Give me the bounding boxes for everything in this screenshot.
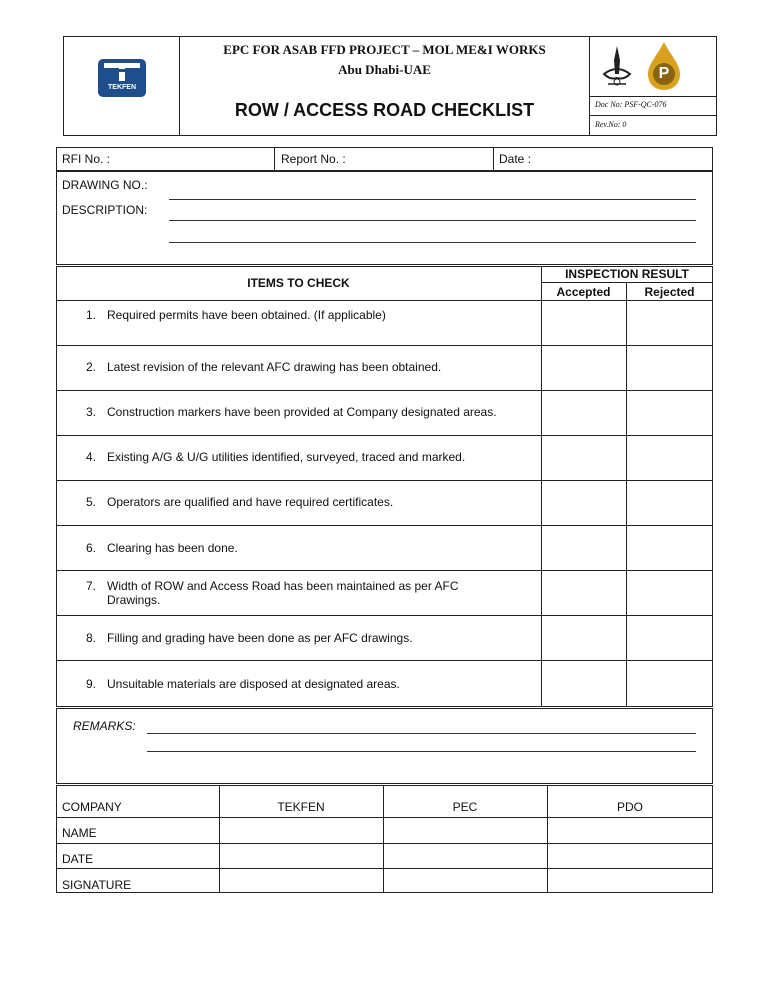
company-label: COMPANY — [62, 800, 122, 814]
falcon-emblem-icon — [600, 44, 634, 92]
header-divider-right — [589, 36, 590, 136]
tekfen-logo-text: TEKFEN — [108, 84, 136, 91]
info-row — [56, 147, 713, 171]
pdo-logo — [645, 40, 683, 92]
row-divider — [56, 615, 713, 616]
row-divider — [56, 525, 713, 526]
company-pec: PEC — [452, 800, 478, 814]
signoff-row-divider — [56, 868, 713, 869]
rfi-label: RFI No. : — [62, 152, 111, 166]
checklist-col-divider-2 — [626, 283, 627, 707]
doc-divider-2 — [589, 115, 717, 116]
item-number: 8. — [85, 631, 96, 645]
info-divider-1 — [274, 147, 275, 171]
row-divider — [56, 660, 713, 661]
row-divider — [56, 390, 713, 391]
date-row-label: DATE — [62, 852, 94, 866]
row-divider — [56, 345, 713, 346]
description-line-1 — [169, 220, 696, 221]
form-title: ROW / ACCESS ROAD CHECKLIST — [234, 100, 535, 120]
pdo-logo-letter: P — [658, 65, 670, 82]
project-location: Abu Dhabi-UAE — [338, 62, 431, 77]
signoff-row-divider — [56, 843, 713, 844]
item-number: 2. — [85, 360, 96, 374]
row-divider — [56, 570, 713, 571]
item-text: Unsuitable materials are disposed at designated areas. — [107, 677, 400, 691]
items-to-check-header: ITEMS TO CHECK — [247, 276, 350, 290]
item-text: Filling and grading have been done as per AFC drawings. — [107, 631, 413, 645]
item-number: 5. — [85, 495, 96, 509]
report-label: Report No. : — [281, 152, 346, 166]
checklist-header-bottom — [56, 300, 713, 301]
remarks-section — [56, 708, 713, 784]
project-title: EPC FOR ASAB FFD PROJECT – MOL ME&I WORKS — [223, 42, 546, 57]
doc-number: Doc No: PSF-QC-076 — [595, 100, 667, 109]
row-divider — [56, 480, 713, 481]
tekfen-logo — [98, 59, 146, 97]
info-divider-2 — [493, 147, 494, 171]
description-line-2 — [169, 242, 696, 243]
remarks-line-1 — [147, 733, 696, 734]
item-number: 7. — [85, 579, 96, 593]
company-pdo: PDO — [616, 800, 643, 814]
item-text: Construction markers have been provided at Company designated areas. — [107, 405, 497, 419]
item-number: 1. — [85, 308, 96, 322]
item-number: 3. — [85, 405, 96, 419]
tekfen-logo-mark — [98, 59, 146, 97]
item-text: Latest revision of the relevant AFC drawing has been obtained. — [107, 360, 442, 374]
date-label: Date : — [499, 152, 532, 166]
signature-row-label: SIGNATURE — [62, 878, 132, 892]
drawing-line — [169, 199, 696, 200]
drawing-label: DRAWING NO.: — [62, 178, 148, 192]
adnoc-logo — [600, 44, 634, 92]
drawing-section — [56, 171, 713, 265]
item-text: Width of ROW and Access Road has been maintained as per AFC Drawings. — [107, 579, 459, 607]
revision-number: Rev.No: 0 — [595, 120, 627, 129]
item-number: 6. — [85, 541, 96, 555]
row-divider — [56, 435, 713, 436]
item-text: Operators are qualified and have required certificates. — [107, 495, 394, 509]
item-text: Clearing has been done. — [107, 541, 238, 555]
doc-divider-1 — [589, 96, 717, 97]
remarks-line-2 — [147, 751, 696, 752]
rejected-header: Rejected — [644, 285, 695, 299]
name-row-label: NAME — [62, 826, 97, 840]
result-header-divider — [541, 282, 713, 283]
item-number: 4. — [85, 450, 96, 464]
inspection-result-header: INSPECTION RESULT — [565, 267, 689, 281]
accepted-header: Accepted — [556, 285, 611, 299]
checklist-col-divider-1 — [541, 266, 542, 707]
company-tekfen: TEKFEN — [277, 800, 325, 814]
signoff-row-divider — [56, 817, 713, 818]
item-number: 9. — [85, 677, 96, 691]
item-text: Existing A/G & U/G utilities identified, surveyed, traced and marked. — [107, 450, 466, 464]
remarks-label: REMARKS: — [73, 719, 136, 733]
description-label: DESCRIPTION: — [62, 203, 148, 217]
item-text: Required permits have been obtained. (If applicable) — [107, 308, 386, 322]
